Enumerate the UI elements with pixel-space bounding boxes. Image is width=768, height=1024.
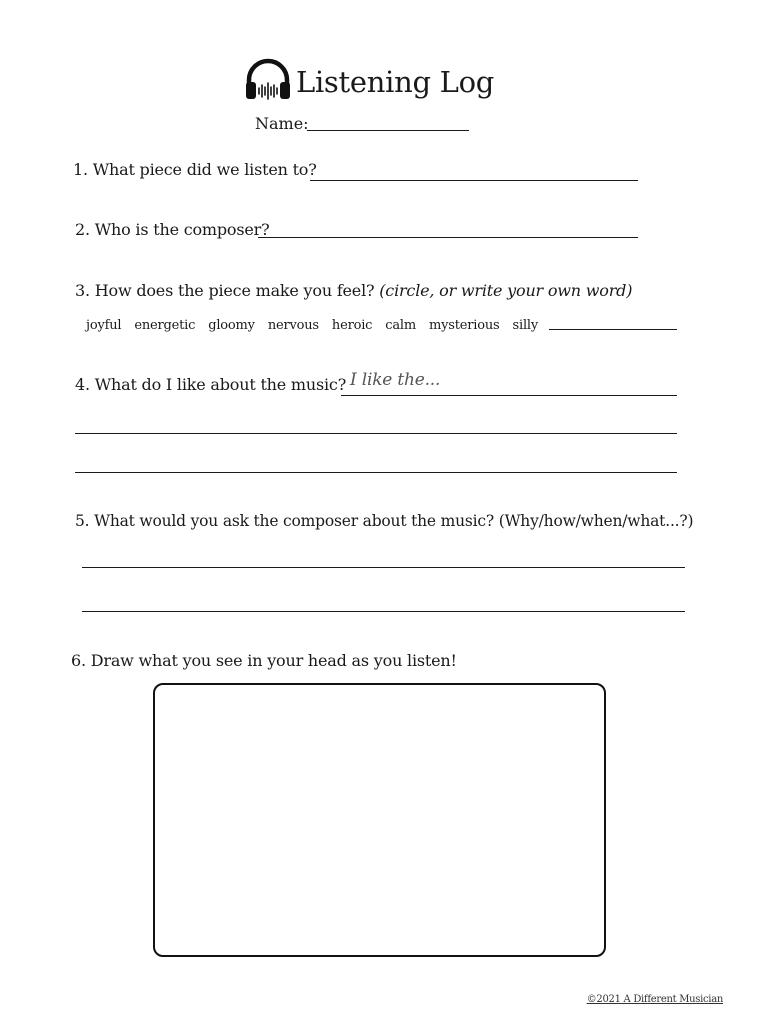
page-title: Listening Log bbox=[296, 65, 495, 99]
drawing-box[interactable] bbox=[153, 683, 606, 957]
question-6: 6. Draw what you see in your head as you listen! bbox=[71, 651, 457, 670]
feeling-joyful[interactable]: joyful bbox=[86, 318, 122, 333]
answer-line-2[interactable] bbox=[258, 237, 638, 238]
feeling-silly[interactable]: silly bbox=[512, 318, 539, 333]
name-label: Name: bbox=[255, 114, 309, 133]
question-3 bbox=[75, 281, 632, 300]
answer-line-4a[interactable] bbox=[341, 395, 677, 396]
answer-line-5a[interactable] bbox=[82, 567, 685, 568]
title-block bbox=[244, 60, 494, 104]
feelings-list bbox=[86, 318, 538, 333]
feeling-energetic[interactable]: energetic bbox=[134, 318, 196, 333]
sentence-starter: I like the... bbox=[350, 370, 441, 390]
own-word-line[interactable] bbox=[549, 329, 677, 330]
answer-line-5b[interactable] bbox=[82, 611, 685, 612]
feeling-mysterious[interactable]: mysterious bbox=[429, 318, 500, 333]
headphones-icon bbox=[244, 58, 292, 106]
feeling-gloomy[interactable]: gloomy bbox=[208, 318, 255, 333]
question-3-text: 3. How does the piece make you feel? bbox=[75, 281, 375, 300]
name-field[interactable] bbox=[307, 130, 469, 131]
feeling-heroic[interactable]: heroic bbox=[331, 318, 373, 333]
feeling-nervous[interactable]: nervous bbox=[267, 318, 319, 333]
answer-line-4c[interactable] bbox=[75, 472, 677, 473]
question-1: 1. What piece did we listen to? bbox=[73, 160, 317, 179]
answer-line-4b[interactable] bbox=[75, 433, 677, 434]
question-4: 4. What do I like about the music? bbox=[75, 375, 347, 394]
question-2: 2. Who is the composer? bbox=[75, 220, 270, 239]
question-5: 5. What would you ask the composer about the music? (Why/how/when/what...?) bbox=[75, 512, 694, 530]
feeling-calm[interactable]: calm bbox=[385, 318, 416, 333]
question-3-hint: (circle, or write your own word) bbox=[379, 281, 633, 300]
copyright-footer: ©2021 A Different Musician bbox=[586, 994, 723, 1005]
answer-line-1[interactable] bbox=[310, 180, 638, 181]
